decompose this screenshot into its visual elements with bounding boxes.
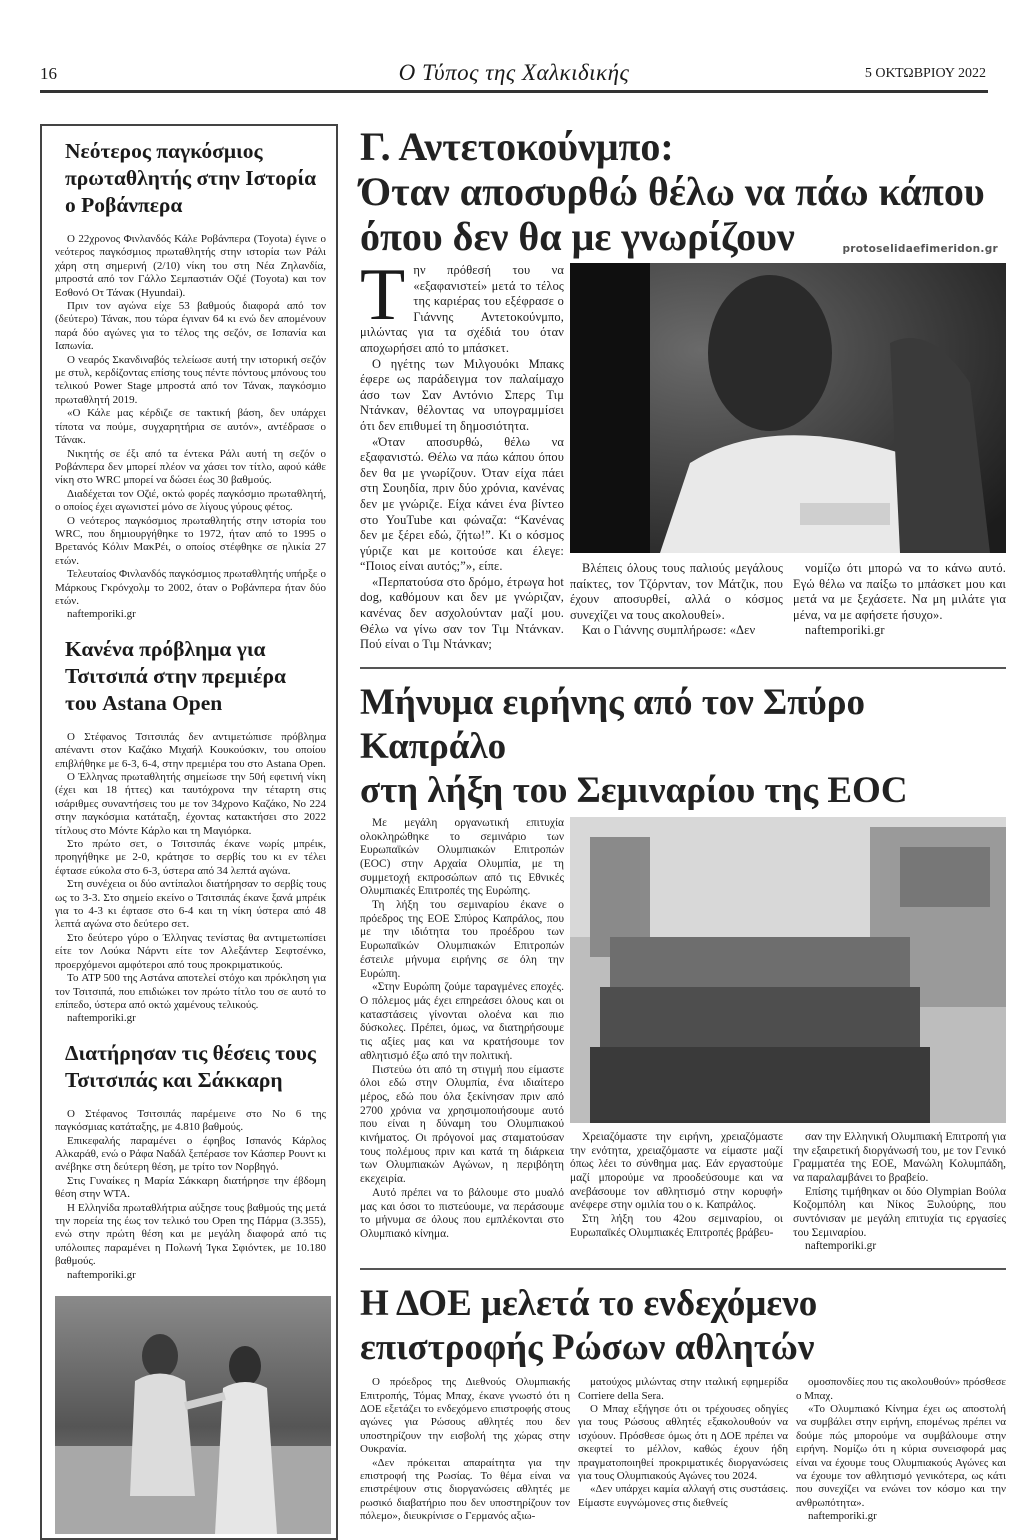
paragraph: «Δεν υπάρχει καμία αλλαγή στις συστάσεις. Είμαστε ευγνώμονες στις διεθνείς: [578, 1483, 788, 1509]
paragraph: naftemporiki.gr: [805, 623, 885, 638]
antetokounmpo-body: [360, 254, 1006, 653]
header-rule: [40, 90, 988, 93]
article-title-tsitsipas-astana: Κανένα πρόβλημα για Τσιτσιπά στην πρεμιέρα του Astana Open: [65, 636, 286, 715]
paragraph: Στη συνέχεια οι δύο αντίπαλοι διατήρησαν το σερβίς τους ως το 3-3. Στο σημείο εκείνο ο Τσιτσιπάς έκανε ξανά μπρέικ για το 4-3 κι έφτασε στο 6-4 και τη νίκη ύστερα από 48 λεπτά αγώνα στο δεύτερο σετ.: [55, 878, 326, 931]
paragraph: Βλέπεις όλους τους παλιούς μεγάλους παίκτες, τον Τζόρνταν, τον Μάτζικ, που έχουν αποσυρθεί, αλλά ο κόσμος συνεχίζει να τους ακολουθεί».: [570, 561, 783, 622]
paragraph: naftemporiki.gr: [67, 1268, 136, 1281]
paragraph: Ο νεαρός Σκανδιναβός τελείωσε αυτή την ιστορική σεζόν με στυλ, κερδίζοντας επίσης τους πέντε πόντους μπόνους του τελικού Power Stage μπροστά από τον Τάνακ, παγκόσμιο πρωταθλητή 2019.: [55, 353, 326, 406]
paragraph: ομοσπονδίες που τις ακολουθούν» πρόσθεσε ο Μπαχ.: [796, 1376, 1006, 1402]
article-title-rankings: Διατήρησαν τις θέσεις τους Τσιτσιπάς και Σάκκαρη: [65, 1040, 316, 1092]
paragraph: ματούχος μιλώντας στην ιταλική εφημερίδα Corriere della Sera.: [578, 1376, 788, 1402]
headline-antetokounmpo-line2: Όταν αποσυρθώ θέλω να πάω κάπου: [360, 169, 985, 214]
paragraph: Ο Στέφανος Τσιτσιπάς παρέμεινε στο Νο 6 της παγκόσμιας κατάταξης, με 4.810 βαθμούς.: [55, 1107, 326, 1134]
headline-doe-line2: επιστροφής Ρώσων αθλητών: [360, 1327, 815, 1369]
drop-cap: Τ: [360, 254, 406, 336]
antetokounmpo-photo-image: [570, 263, 1006, 553]
paragraph: «Περπατούσα στο δρόμο, έτρωγα hot dog, καθόμουν και δεν με γνώριζαν, κανένας δεν ασχολούνταν μαζί μου. Θέλω να γίνω σαν τον Τιμ Ντάνκαν. Πού είναι ο Τιμ Ντάνκαν;: [360, 574, 564, 652]
paragraph: Επικεφαλής παραμένει ο έφηβος Ισπανός Κάρλος Αλκαράθ, ενώ ο Ράφα Ναδάλ ξεπέρασε τον Κάσπερ Ρουντ κι ανέβηκε στη δεύτερη θέση, με τρίτο τον Νορβηγό.: [55, 1134, 326, 1174]
paragraph: Πιστεύω ότι από τη στιγμή που είμαστε όλοι εδώ στην Ολυμπία, ένα ιδιαίτερο μέρος, εδώ που όλα ξεκίνησαν πριν από 2700 χρόνια να χρησιμοποιήσουμε αυτό που είναι η δύναμη του Ολυμπιακού κινήματος. Οι πρόγονοί μας σταματούσαν τους πολέμους πριν και κατά τη διάρκεια των Ολυμπιακών Αγώνων, η περιβόητη εκεχειρία.: [360, 1063, 564, 1186]
paragraph: Ο 22χρονος Φινλανδός Κάλε Ροβάνπερα (Toyota) έγινε ο νεότερος παγκόσμιος πρωταθλητής στην ιστορία των Ράλι χάρη στη σημερινή (2/10) νίκη του στη Νέα Ζηλανδία, μπροστά από τον Γάλλο Σεμπαστιάν Οζιέ (Toyota) και τον Εσθονό Οτ Τάνακ (Hyundai).: [55, 233, 326, 299]
right-articles: [360, 124, 1006, 1524]
paragraph: Ο ηγέτης των Μιλγουόκι Μπακς έφερε ως παράδειγμα τον παλαίμαχο άσο των Σαν Αντόνιο Σπερς Τιμ Ντάνκαν, θέλοντας να υπογραμμίσει ότι δεν επιθυμεί τη δημοσιότητα.: [360, 356, 564, 433]
paragraph: Τη λήξη του σεμιναρίου έκανε ο πρόεδρος της ΕΟΕ Σπύρος Καπράλος, που με την ιδιότητα του προέδρου των Ευρωπαϊκών Ολυμπιακών Επιτροπών έστειλε μήνυμα ειρήνης σε όλη την Ευρώπη.: [360, 899, 564, 980]
newspaper-title: Ο Τύπος της Χαλκιδικής: [398, 60, 630, 85]
article-body-rovanpera: [55, 233, 326, 622]
headline-doe-line1: Η ΔΟΕ μελετά το ενδεχόμενο: [360, 1283, 818, 1325]
paragraph: Στο πρώτο σετ, ο Τσιτσιπάς έκανε νωρίς μπρέικ, προηγήθηκε με 2-0, κράτησε το σερβίς του κι εν τέλει έφτασε εύκολα στο 6-3, ύστερα από 34 λεπτά αγώνα.: [55, 838, 326, 877]
paragraph: «Όταν αποσυρθώ, θέλω να εξαφανιστώ. Θέλω να πάω κάπου όπου δεν θα με γνωρίζουν. Όταν είχα πάει στη Σουηδία, πριν δύο χρόνια, κανένας δεν με γνώριζε. Είχα κάνει ένα βίντεο στο YouTube και φώναζα: “Κανένας δεν με ξέρει εδώ, ζήτω!”. Κι ο κόσμος γύριζε και με κοιτούσε και έλεγε: “Ποιος είναι αυτός;”», είπε.: [360, 434, 564, 574]
kapralos-right-part: [570, 817, 1006, 1254]
page-number: 16: [40, 64, 57, 83]
paragraph: Ο Έλληνας πρωταθλητής σημείωσε την 50ή εφετινή νίκη (έχει και 18 ήττες) και ταυτόχρονα την τέταρτη στις ισάριθμες συναντήσεις του με τον 34χρονο Καζάκο, Νο 224 στην παγκόσμια κατάταξη, έχοντας κατακτήσει στο 2022 τίτλους στο Μόντε Κάρλο και τη Μαγιόρκα.: [55, 771, 326, 837]
paragraph: «Δεν πρόκειται απαραίτητα για την επιστροφή της Ρωσίας. Το θέμα είναι να επιστρέψουν στις διοργανώσεις αθλητές με ρωσικό διαβατήριο που δεν υποστηρίζουν τον πόλεμο», διευκρίνισε ο Γερμανός αξιω-: [360, 1456, 570, 1523]
antetokounmpo-subcolumns: [570, 561, 1006, 639]
paragraph: Ο νεότερος παγκόσμιος πρωταθλητής στην ιστορία του WRC, που δημιουργήθηκε το 1972, ήταν από το 1995 ο Βρετανός Κόλιν ΜακΡέι, ο οποίος στέφθηκε σε ηλικία 27 ετών.: [55, 514, 326, 567]
kapralos-column-3: [793, 1131, 1006, 1254]
paragraph: «Στην Ευρώπη ζούμε ταραγμένες εποχές. Ο πόλεμος μάς έχει επηρεάσει όλους και οι καταστάσεις γίνονται ολοένα και πιο δύσκολες. Πρέπει, όμως, να διατηρήσουμε τις αξίες μας και να κρατήσουμε τον αθλητισμό έξω από την πολιτική.: [360, 981, 564, 1062]
doe-headline: [360, 1282, 1006, 1370]
section-divider: [360, 667, 1006, 669]
paragraph: Στις Γυναίκες η Μαρία Σάκκαρη διατήρησε την έβδομη θέση στην WTA.: [55, 1174, 326, 1201]
paragraph: Στο δεύτερο γύρο ο Έλληνας τενίστας θα αντιμετωπίσει είτε τον Λούκα Νάρντι είτε τον Αλεξάντερ Σεφτσένκο, προερχόμενοι αμφότεροι από τους προκριματικούς.: [55, 931, 326, 971]
paragraph: Χρειαζόμαστε την ειρήνη, χρειαζόμαστε την ενότητα, χρειαζόμαστε να είμαστε μαζί όπως λέει το σύνθημα μας. Εάν εργαστούμε μαζί μπορούμε να προοδεύσουμε και να ανεβάσουμε τον αθλητισμό στην κορυφή» ανέφερε στην ομιλία του ο κ. Καπράλος.: [570, 1130, 783, 1212]
paragraph: Πριν τον αγώνα είχε 53 βαθμούς διαφορά από τον (δεύτερο) Τάνακ, που τώρα έγιναν 64 κι ενώ δεν απομένουν παρά δύο αγώνες για το τέλος της σεζόν, σε Ισπανία και Ιαπωνία.: [55, 300, 326, 353]
paragraph: Νικητής σε έξι από τα έντεκα Ράλι αυτή τη σεζόν ο Ροβάνπερα δεν μπορεί πλέον να χάσει τον τίτλο, αφού κάθε νίκη στο WRC μπορεί να δώσει έως 30 βαθμούς.: [55, 447, 326, 487]
lead-text: ην πρόθεσή του να «εξαφανιστεί» μετά το τέλος της καριέρας του εξέφρασε ο Γιάννης Αντετοκούνμπο, μιλώντας για τα σχέδιά του όταν αποχωρήσει από το μπάσκετ.: [360, 263, 564, 355]
paragraph: Με μεγάλη οργανωτική επιτυχία ολοκληρώθηκε το σεμινάριο των Ευρωπαϊκών Ολυμπιακών Επιτροπών (EOC) στην Αρχαία Ολυμπία, με τη συμμετοχή εκπροσώπων από τις Εθνικές Ολυμπιακές Επιτροπές της Ευρώπης.: [360, 816, 564, 898]
antetokounmpo-photo: [570, 263, 1006, 553]
paragraph: νομίζω ότι μπορώ να το κάνω αυτό. Εγώ θέλω να παίξω το μπάσκετ μου και μετά να με ξεχάσετε. Να μη μιλάτε για μένα, να με αφήσετε ήσυχο».: [793, 561, 1006, 622]
paragraph: naftemporiki.gr: [808, 1510, 877, 1523]
paragraph: Και ο Γιάννης συμπλήρωσε: «Δεν: [582, 623, 756, 638]
paragraph: Η Ελληνίδα πρωταθλήτρια αύξησε τους βαθμούς της μετά την πορεία της έως τον τελικό του Open της Πάρμα (3.355), ενώ στην πρώτη θέση και με μεγάλη διαφορά από τις υπόλοιπες παραμένει η Πολωνή Ίγκα Σφιόντεκ, με 10.180 βαθμούς.: [55, 1201, 326, 1268]
kapralos-column-2: [570, 1131, 783, 1254]
headline-antetokounmpo-line3: όπου δεν θα με γνωρίζουν: [360, 214, 795, 259]
tennis-players-photo: [55, 1296, 331, 1534]
paragraph: Το ATP 500 της Αστάνα αποτελεί στόχο και πρόκληση για τον Τσιτσιπά, που επιδιώκει τον πρώτο τίτλο του σε αυτό το επίπεδο, ύστερα από οκτώ χαμένους τελικούς.: [55, 972, 326, 1011]
tennis-photo-image: [55, 1296, 331, 1534]
kapralos-subcolumns: [570, 1131, 1006, 1254]
watermark: protoselidaefimeridon.gr: [842, 243, 998, 255]
antetokounmpo-column-3: [793, 561, 1006, 639]
seminar-group-photo: [570, 817, 1006, 1123]
doe-body: [360, 1376, 1006, 1523]
paragraph: «Το Ολυμπιακό Κίνημα έχει ως αποστολή να συμβάλει στην ειρήνη, επομένως πρέπει να δούμε πώς μπορούμε να συμβάλουμε στην ειρήνη. Νομίζω ότι η κύρια συνεισφορά μας είναι να έχουμε τους Ολυμπιακούς Αγώνες και να έχουμε τον αθλητισμό γενικότερα, ως κάτι που συνεχίζει να ενώνει τον κόσμο και την ανθρωπότητα».: [796, 1402, 1006, 1509]
paragraph: Επίσης τιμήθηκαν οι δύο Olympian Βούλα Κοζομπόλη και Νίκος Ξυλούρης, που συντόνισαν με μεγάλη επιτυχία τις εργασίες του Σεμιναρίου.: [793, 1185, 1006, 1239]
seminar-photo-image: [570, 817, 1006, 1123]
issue-date: 5 ΟΚΤΩΒΡΙΟΥ 2022: [864, 66, 986, 81]
paragraph: Ο Μπαχ εξήγησε ότι οι τρέχουσες οδηγίες για τους Ρώσους αθλητές εξακολουθούν να ισχύουν. Πρόσθεσε όμως ότι η ΔΟΕ πρέπει να σκεφτεί το μέλλον, καθώς έχουν ήδη πραγματοποιηθεί προκριματικές διοργανώσεις για τους Ολυμπιακούς Αγώνες του 2024.: [578, 1402, 788, 1483]
paragraph: Διαδέχεται τον Οζιέ, οκτώ φορές παγκόσμιο πρωταθλητή, ο οποίος έχει αγωνιστεί μόνο σε λίγους γύρους φέτος.: [55, 487, 326, 514]
antetokounmpo-right-part: [570, 263, 1006, 639]
antetokounmpo-column-1: [360, 254, 564, 653]
paragraph: naftemporiki.gr: [67, 608, 136, 621]
paragraph: «Ο Κάλε μας κέρδιζε σε τακτική βάση, δεν υπάρχει τίποτα να πούμε, συγχαρητήρια σε αυτόν», αντέδρασε ο Τάνακ.: [55, 407, 326, 447]
headline-antetokounmpo-line1: Γ. Αντετοκούνμπο:: [360, 124, 674, 169]
article-title-rovanpera: Νεότερος παγκόσμιος πρωταθλητής στην Ιστορία ο Ροβάνπερα: [65, 139, 317, 217]
antetokounmpo-col1-paragraphs: [360, 357, 564, 653]
kapralos-headline: [360, 681, 1006, 813]
paragraph: σαν την Ελληνική Ολυμπιακή Επιτροπή για την εξαιρετική διοργάνωσή του, με τον Γενικό Γραμματέα της ΕΟΕ, Μανώλη Κολυμπάδη, να παραλαμβάνει το βραβείο.: [793, 1130, 1006, 1184]
paragraph: Ο Στέφανος Τσιτσιπάς δεν αντιμετώπισε πρόβλημα απέναντι στον Καζάκο Μιχαήλ Κουκούσκιν, του οποίου επιβλήθηκε με 6-3, 6-4, στην πρεμιέρα του στο Astana Open.: [55, 730, 326, 770]
article-body-tsitsipas-astana: [55, 731, 326, 1026]
paragraph: naftemporiki.gr: [805, 1240, 877, 1253]
doe-column-3: [796, 1376, 1006, 1523]
headline-kapralos-line2: στη λήξη του Σεμιναρίου της EOC: [360, 769, 908, 811]
paragraph: Ο πρόεδρος της Διεθνούς Ολυμπιακής Επιτροπής, Τόμας Μπαχ, έκανε γνωστό ότι η ΔΟΕ εξετάζει το ενδεχόμενο επιστροφής στους αγώνες για Ρώσους αθλητές που δεν υποστηρίζουν την εισβολή της χώρας στην Ουκρανία.: [360, 1376, 570, 1456]
left-column-box: [40, 124, 338, 1540]
kapralos-body: [360, 817, 1006, 1254]
kapralos-column-1: [360, 817, 564, 1242]
paragraph: Τελευταίος Φινλανδός παγκόσμιος πρωταθλητής υπήρξε ο Μάρκους Γκρόνχολμ το 2002, όταν ο Ροβάνπερα ήταν δύο ετών.: [55, 568, 326, 607]
doe-column-1: [360, 1376, 570, 1523]
antetokounmpo-column-2: [570, 561, 783, 639]
paragraph: naftemporiki.gr: [67, 1012, 136, 1025]
section-divider: [360, 1268, 1006, 1270]
paragraph: Αυτό πρέπει να το βάλουμε στο μυαλό μας και όσοι το πιστεύουμε, να περάσουμε το μήνυμα σε όλους που εμπλέκονται στο Ολυμπιακό κίνημα.: [360, 1186, 564, 1240]
headline-kapralos-line1: Μήνυμα ειρήνης από τον Σπύρο Καπράλο: [360, 681, 866, 767]
doe-column-2: [578, 1376, 788, 1523]
lead-paragraph: [360, 254, 564, 357]
paragraph: Στη λήξη του 42ου σεμιναρίου, οι Ευρωπαϊκές Ολυμπιακές Επιτροπές βράβευ-: [570, 1213, 783, 1239]
article-body-rankings: [55, 1108, 326, 1282]
antetokounmpo-headline: [360, 124, 1006, 259]
